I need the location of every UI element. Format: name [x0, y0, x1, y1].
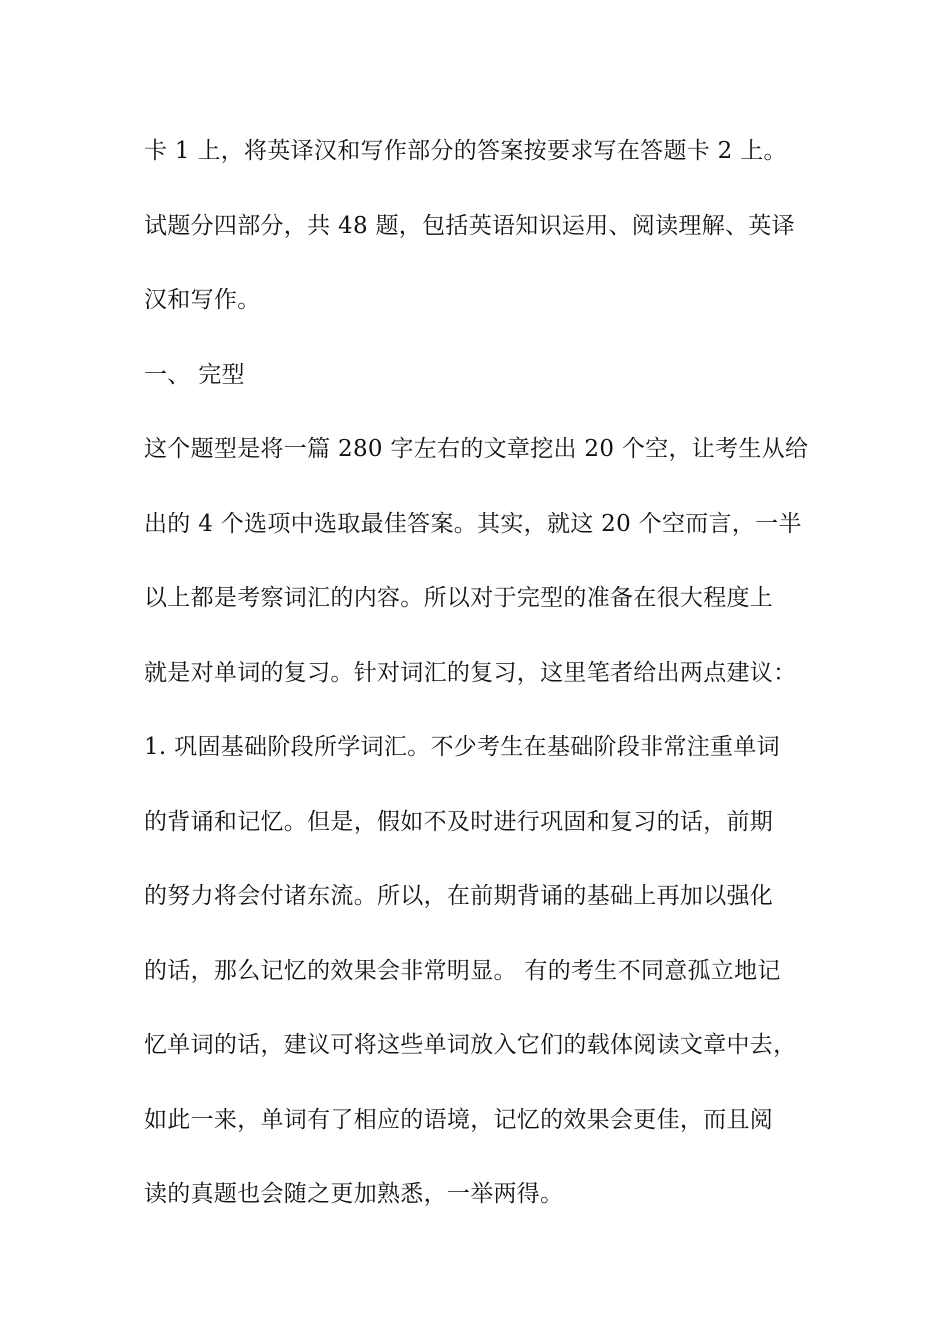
- text-line: 这个题型是将一篇 280 字左右的文章挖出 20 个空，让考生从给: [144, 436, 809, 462]
- text-line: 的努力将会付诸东流。所以，在前期背诵的基础上再加以强化: [144, 883, 774, 909]
- text-line: 读的真题也会随之更加熟悉，一举两得。: [144, 1181, 564, 1207]
- text-line: 试题分四部分，共 48 题，包括英语知识运用、阅读理解、英译: [144, 212, 795, 239]
- text-line: 汉和写作。: [144, 287, 261, 313]
- text-line: 卡 1 上，将英译汉和写作部分的答案按要求写在答题卡 2 上。: [144, 138, 787, 164]
- text-line: 出的 4 个选项中选取最佳答案。其实，就这 20 个空而言，一半: [144, 510, 802, 537]
- list-item-line: 1. 巩固基础阶段所学词汇。不少考生在基础阶段非常注重单词: [144, 734, 780, 760]
- text-line: 的背诵和记忆。但是，假如不及时进行巩固和复习的话，前期: [144, 808, 774, 835]
- text-line: 忆单词的话，建议可将这些单词放入它们的载体阅读文章中去，: [144, 1032, 797, 1058]
- text-line: 就是对单词的复习。针对词汇的复习，这里笔者给出两点建议：: [144, 659, 797, 686]
- document-body: [144, 128, 844, 1246]
- text-line: 以上都是考察词汇的内容。所以对于完型的准备在很大程度上: [144, 585, 774, 611]
- section-heading: 一、 完型: [144, 361, 245, 388]
- text-line: 的话，那么记忆的效果会非常明显。 有的考生不同意孤立地记: [144, 957, 781, 984]
- text-line: 如此一来，单词有了相应的语境，记忆的效果会更佳，而且阅: [144, 1106, 774, 1133]
